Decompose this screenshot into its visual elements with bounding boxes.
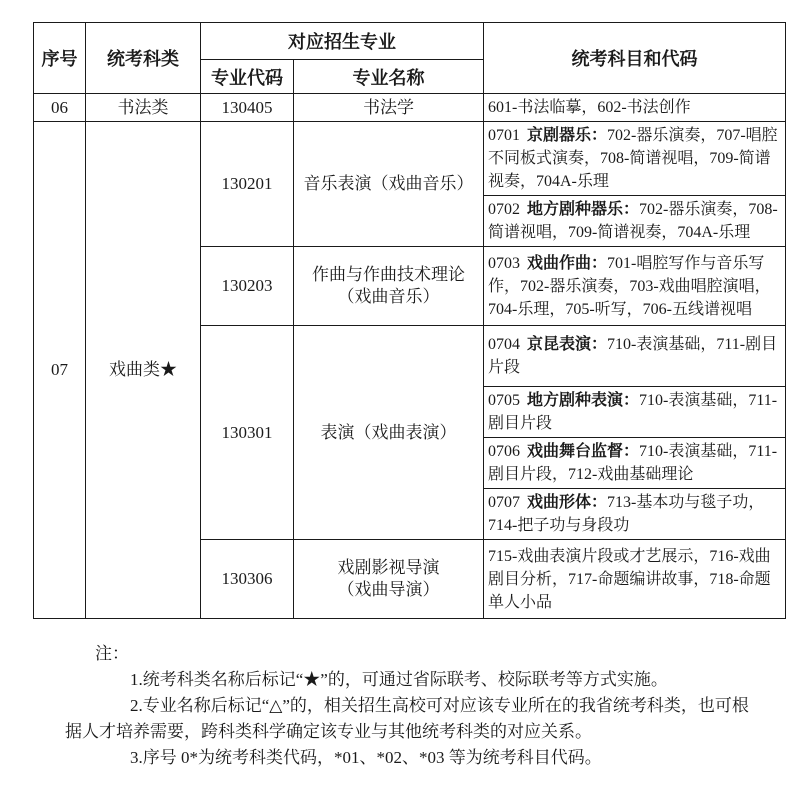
cell-major-name-shufaxue: 书法学	[294, 94, 484, 122]
subject-rest: 710-表演基础，711-剧目片段	[488, 336, 778, 376]
table-row	[34, 94, 786, 122]
cell-major-code-130201: 130201	[201, 122, 294, 247]
major-name-line2: （戏曲导演）	[337, 580, 440, 599]
header-subjects: 统考科目和代码	[484, 23, 786, 94]
subject-rest: 713-基本功与毯子功，714-把子功与身段功	[488, 494, 765, 534]
exam-category-table	[33, 22, 786, 619]
cell-major-code-130203: 130203	[201, 247, 294, 326]
subject-name: 地方剧种器乐：	[527, 201, 640, 218]
subject-rest: 702-器乐演奏，708-简谱视唱，709-简谱视奏，704A-乐理	[488, 201, 778, 241]
subject-name: 地方剧种表演：	[527, 392, 640, 409]
major-name-line2: （戏曲音乐）	[337, 287, 440, 306]
subject-rest: 710-表演基础，711-剧目片段	[488, 392, 778, 432]
cell-serial-06: 06	[34, 94, 86, 122]
cell-major-name-130301	[294, 326, 484, 540]
cell-subjects-0707	[484, 489, 786, 540]
subject-name: 戏曲形体：	[527, 494, 608, 511]
major-name-line1: 音乐表演（戏曲音乐）	[303, 174, 474, 193]
cell-category-xiqu: 戏曲类★	[86, 122, 201, 619]
subject-name: 京昆表演：	[527, 336, 608, 353]
notes-label: 注：	[95, 644, 129, 663]
cell-subjects-0704	[484, 326, 786, 387]
cell-subjects-130306	[484, 540, 786, 619]
header-major-code: 专业代码	[201, 60, 294, 94]
subject-rest: 710-表演基础，711-剧目片段，712-戏曲基础理论	[488, 443, 778, 483]
cell-major-name-130201	[294, 122, 484, 247]
header-major-name: 专业名称	[294, 60, 484, 94]
subject-code: 0704	[488, 336, 520, 353]
cell-major-name-130306	[294, 540, 484, 619]
subject-code: 0707	[488, 494, 520, 511]
header-serial: 序号	[34, 23, 86, 94]
cell-category-shufa: 书法类	[86, 94, 201, 122]
subject-rest: 715-戏曲表演片段或才艺展示，716-戏曲剧目分析，717-命题编讲故事，718-命题单人小品	[488, 547, 771, 611]
table-row	[34, 122, 786, 196]
subject-name: 戏曲舞台监督：	[527, 443, 640, 460]
subject-code: 0701	[488, 127, 520, 144]
cell-subjects-0706	[484, 438, 786, 489]
cell-major-name-130203	[294, 247, 484, 326]
subject-code: 0703	[488, 254, 520, 272]
subject-rest: 701-唱腔写作与音乐写作，702-器乐演奏，703-戏曲唱腔演唱，704-乐理，705-听写，706-五线谱视唱	[488, 254, 771, 318]
note-item-3: 3.序号 0*为统考科类代码，*01、*02、*03 等为统考科目代码。	[130, 748, 602, 767]
cell-major-code-130301: 130301	[201, 326, 294, 540]
header-majors-group: 对应招生专业	[201, 23, 484, 60]
subject-code: 0705	[488, 392, 520, 409]
cell-serial-07: 07	[34, 122, 86, 619]
notes-section	[65, 641, 749, 771]
cell-subjects-0701	[484, 122, 786, 196]
subject-code: 0706	[488, 443, 520, 460]
note-item-2: 2.专业名称后标记“△”的，相关招生高校可对应该专业所在的我省统考科类，也可根据人才培养需要，跨科类科学确定该专业与其他统考科类的对应关系。	[65, 696, 749, 741]
major-name-line1: 戏剧影视导演	[337, 558, 440, 577]
cell-subjects-0703	[484, 247, 786, 326]
cell-subjects-06: 601-书法临摹，602-书法创作	[484, 94, 786, 122]
cell-subjects-0705	[484, 387, 786, 438]
subject-rest: 702-器乐演奏，707-唱腔不同板式演奏，708-简谱视唱，709-简谱视奏，704A-乐理	[488, 127, 778, 190]
subject-name: 京剧器乐：	[527, 127, 608, 144]
major-name-line1: 作曲与作曲技术理论	[312, 265, 465, 284]
subject-code: 0702	[488, 201, 520, 218]
note-item-1: 1.统考科类名称后标记“★”的，可通过省际联考、校际联考等方式实施。	[130, 670, 668, 689]
subject-name: 戏曲作曲：	[527, 254, 608, 272]
cell-subjects-0702	[484, 196, 786, 247]
cell-major-code-130306: 130306	[201, 540, 294, 619]
header-category: 统考科类	[86, 23, 201, 94]
major-name-line1: 表演（戏曲表演）	[320, 422, 457, 442]
cell-major-code-130405: 130405	[201, 94, 294, 122]
